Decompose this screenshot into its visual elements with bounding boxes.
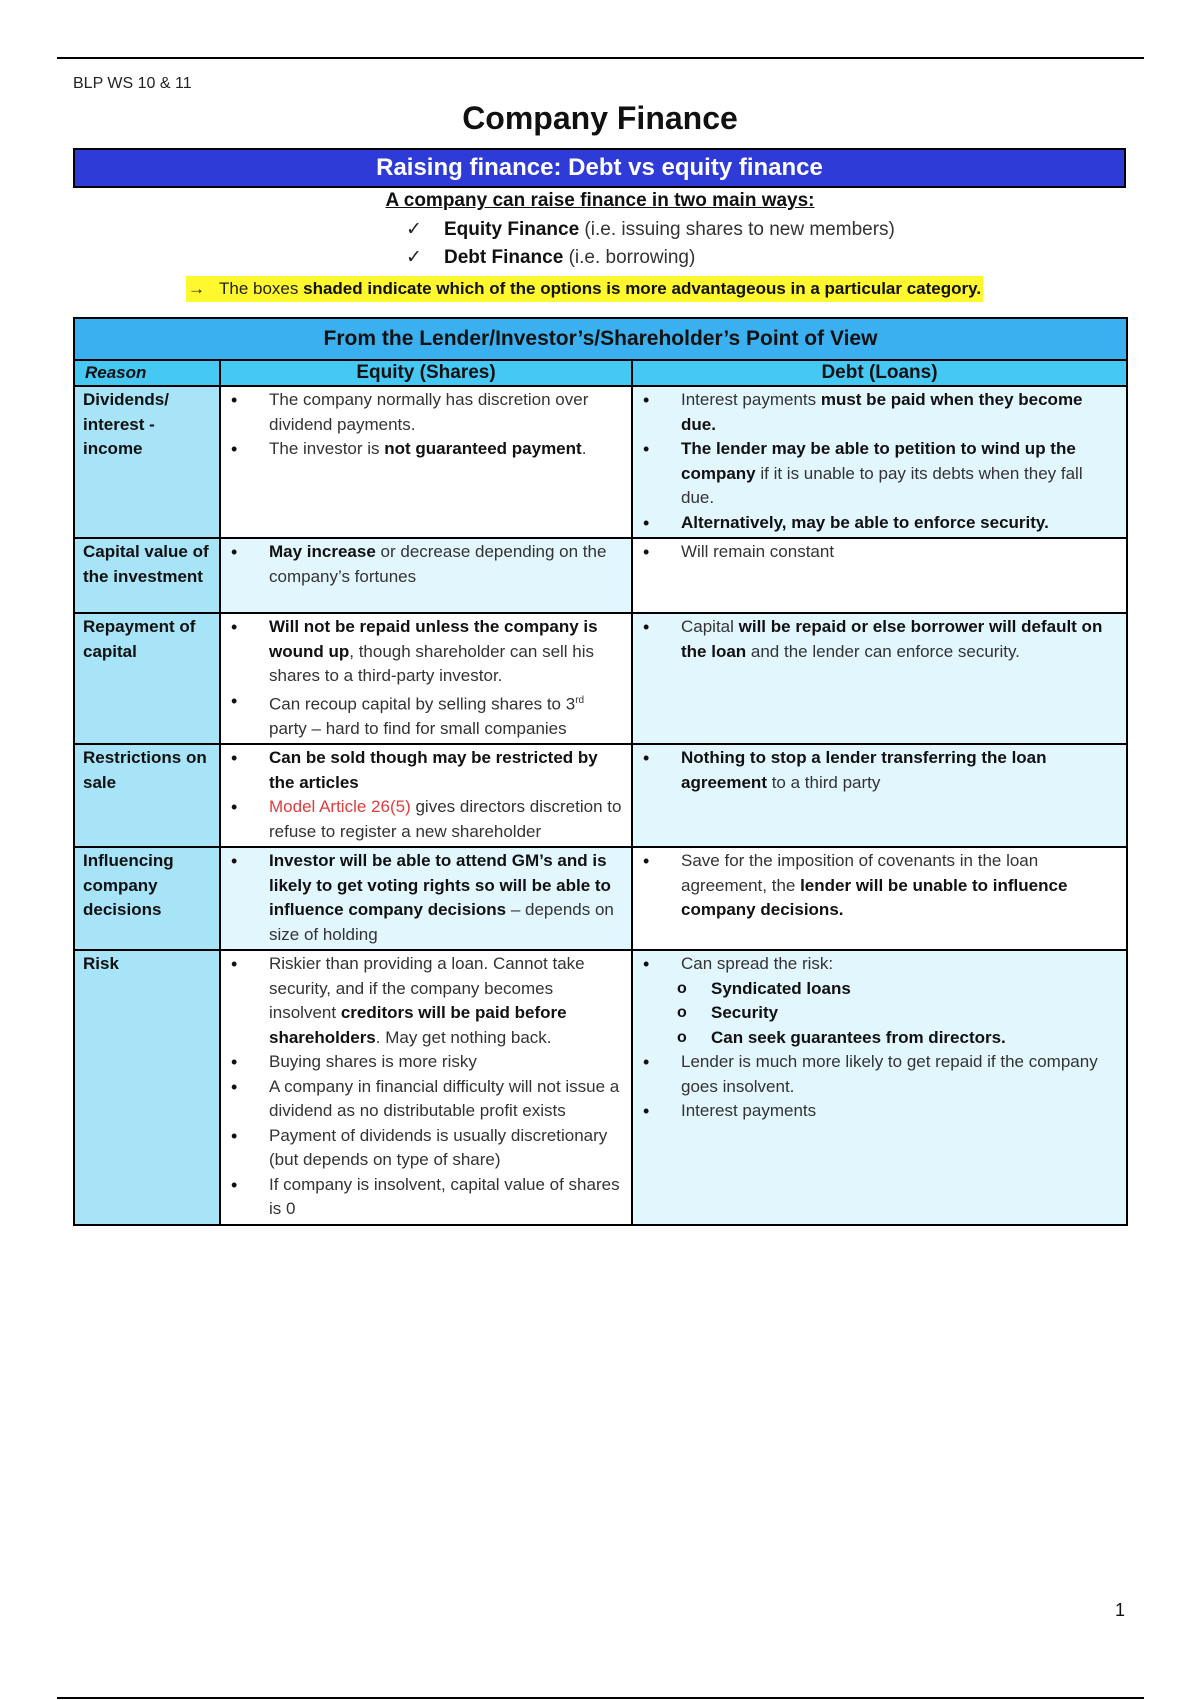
list-item: • The investor is not guaranteed payment.: [229, 437, 623, 462]
sub-list-item: o Can seek guarantees from directors.: [641, 1026, 1118, 1051]
list-item: • Alternatively, may be able to enforce security.: [641, 511, 1118, 536]
bottom-rule: [57, 1697, 1144, 1699]
table-row: [74, 386, 1127, 538]
debt-cell: [632, 744, 1127, 847]
finance-types-list: [406, 216, 895, 272]
list-item: • Payment of dividends is usually discretionary (but depends on type of share): [229, 1124, 623, 1173]
item-label: Debt Finance: [444, 247, 564, 268]
list-item: • Lender is much more likely to get repaid if the company goes insolvent.: [641, 1050, 1118, 1099]
equity-cell: [220, 847, 632, 950]
note-text: The boxes: [219, 279, 304, 298]
table-row: [74, 613, 1127, 744]
debt-cell: [632, 538, 1127, 613]
list-item: [406, 216, 895, 244]
shading-note: [186, 276, 983, 302]
intro-heading: A company can raise finance in two main ways:: [385, 190, 815, 211]
list-item: • If company is insolvent, capital value of shares is 0: [229, 1173, 623, 1222]
list-item: • Can be sold though may be restricted by the articles: [229, 746, 623, 795]
list-item: • A company in financial difficulty will not issue a dividend as no distributable profit exists: [229, 1075, 623, 1124]
debt-cell: [632, 847, 1127, 950]
list-item: • Will remain constant: [641, 540, 1118, 565]
reason-cell: Capital value of the investment: [74, 538, 220, 613]
list-item: • The company normally has discretion over dividend payments.: [229, 388, 623, 437]
column-header-equity: Equity (Shares): [220, 360, 632, 386]
table-row: [74, 950, 1127, 1225]
reason-cell: Influencing company decisions: [74, 847, 220, 950]
list-item: • May increase or decrease depending on the company’s fortunes: [229, 540, 623, 589]
equity-cell: [220, 744, 632, 847]
list-item: • Interest payments must be paid when they become due.: [641, 388, 1118, 437]
list-item: • Investor will be able to attend GM’s and is likely to get voting rights so will be able to influence company decisions – depends on size of holding: [229, 849, 623, 947]
page-title: Company Finance: [462, 100, 738, 136]
check-icon: ✓: [406, 219, 422, 240]
item-detail: (i.e. borrowing): [563, 247, 696, 268]
column-header-reason: Reason: [74, 360, 220, 386]
list-item: • Nothing to stop a lender transferring the loan agreement to a third party: [641, 746, 1118, 795]
equity-cell: [220, 950, 632, 1225]
debt-cell: [632, 950, 1127, 1225]
equity-cell: [220, 386, 632, 538]
table-row: [74, 538, 1127, 613]
list-item: • Buying shares is more risky: [229, 1050, 623, 1075]
reason-cell: Risk: [74, 950, 220, 1225]
list-item: [406, 244, 895, 272]
header-reference: BLP WS 10 & 11: [73, 75, 192, 92]
equity-cell: [220, 538, 632, 613]
sub-list-item: o Security: [641, 1001, 1118, 1026]
list-item: • Save for the imposition of covenants in the loan agreement, the lender will be unable to influence company decisions.: [641, 849, 1118, 923]
page-number: 1: [1115, 1600, 1126, 1620]
sub-list: [641, 977, 1118, 1051]
note-bold-text: shaded indicate which of the options is more advantageous in a particular category.: [303, 279, 982, 298]
reason-cell: Restrictions on sale: [74, 744, 220, 847]
list-item: • Can recoup capital by selling shares to 3rd party – hard to find for small companies: [229, 689, 623, 742]
list-item: • Capital will be repaid or else borrower will default on the loan and the lender can enforce security.: [641, 615, 1118, 664]
table-row: [74, 847, 1127, 950]
item-label: Equity Finance: [444, 219, 580, 240]
debt-cell: [632, 386, 1127, 538]
item-detail: (i.e. issuing shares to new members): [579, 219, 895, 240]
list-item: • Riskier than providing a loan. Cannot take security, and if the company becomes insolvent creditors will be paid before shareholders. May get nothing back.: [229, 952, 623, 1050]
reason-cell: Repayment of capital: [74, 613, 220, 744]
reason-cell: Dividends/ interest - income: [74, 386, 220, 538]
debt-cell: [632, 613, 1127, 744]
list-item: • Will not be repaid unless the company is wound up, though shareholder can sell his shares to a third-party investor.: [229, 615, 623, 689]
equity-cell: [220, 613, 632, 744]
sub-list-item: o Syndicated loans: [641, 977, 1118, 1002]
list-item: • Interest payments: [641, 1099, 1118, 1124]
header-row: [74, 360, 1127, 386]
arrow-right-icon: →: [188, 279, 205, 298]
list-item: • The lender may be able to petition to wind up the company if it is unable to pay its debts when they fall due.: [641, 437, 1118, 511]
top-rule: [57, 57, 1144, 59]
list-item: • Model Article 26(5) gives directors discretion to refuse to register a new shareholder: [229, 795, 623, 844]
list-item: • Can spread the risk: o Syndicated loans o Security o Can seek guarantees from directors.: [641, 952, 1118, 1050]
section-banner: Raising finance: Debt vs equity finance: [73, 148, 1126, 188]
table-row: [74, 744, 1127, 847]
comparison-table: [73, 317, 1128, 1226]
check-icon: ✓: [406, 247, 422, 268]
table-title: From the Lender/Investor’s/Shareholder’s Point of View: [74, 318, 1127, 360]
column-header-debt: Debt (Loans): [632, 360, 1127, 386]
